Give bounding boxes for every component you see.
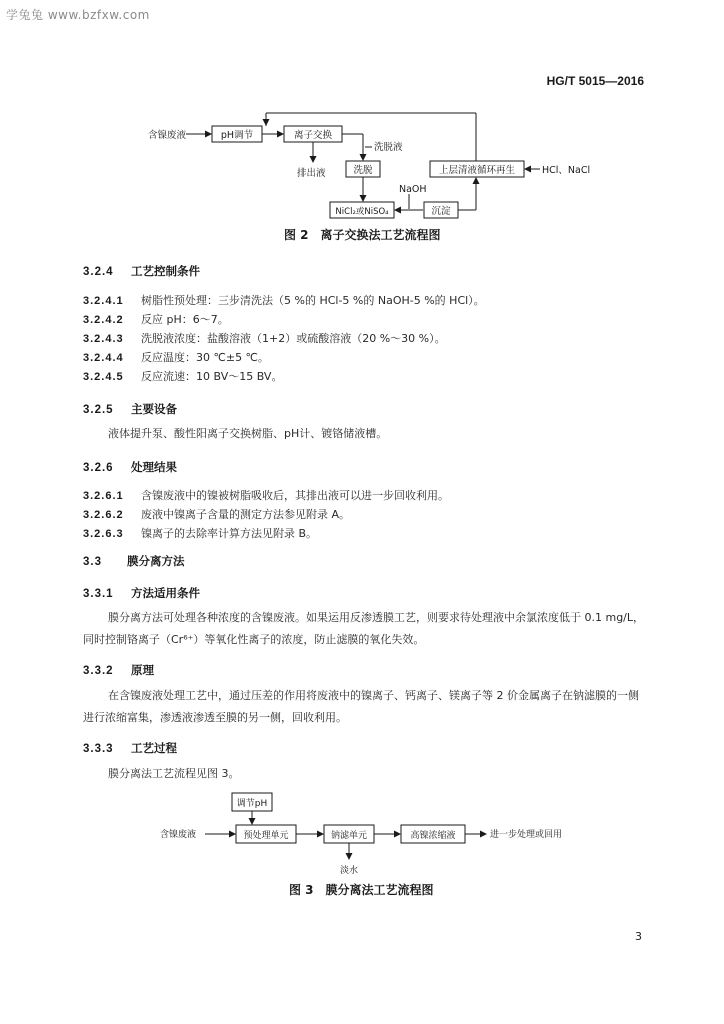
section-number: 3.3	[83, 556, 102, 568]
section-3-2-5-heading	[83, 401, 177, 417]
fig2-reagents-label: HCl、NaCl	[542, 165, 591, 176]
figure-2-caption: 图 2 离子交换法工艺流程图	[284, 228, 441, 242]
fig2-regeneration-label: 上层清液循环再生	[438, 165, 516, 176]
clause-3-2-4-2	[83, 311, 229, 327]
clause-text: 含镍废液中的镍被树脂吸收后，其排出液可以进一步回收利用。	[141, 489, 449, 502]
clause-text: 镍离子的去除率计算方法见附录 B。	[141, 527, 318, 540]
section-3-3-2-text: 在含镍废液处理工艺中，通过压差的作用将废液中的镍离子、钙离子、镁离子等 2 价金属离子在钠滤膜的一侧进行浓缩富集，渗透液渗透至膜的另一侧，回收利用。	[83, 689, 639, 724]
section-title: 处理结果	[131, 460, 177, 474]
clause-text: 洗脱液浓度：盐酸溶液（1+2）或硫酸溶液（20 %～30 %）。	[141, 332, 446, 345]
section-3-3-heading	[83, 553, 185, 569]
fig2-ion-exchange-label: 离子交换	[293, 130, 333, 141]
fig2-ph-adjust-label: pH调节	[220, 130, 254, 141]
fig2-elution-label: 洗脱	[353, 165, 373, 176]
clause-3-2-4-3	[83, 330, 446, 346]
fig2-eluent-label: 洗脱液	[374, 142, 403, 153]
fig2-precipitation-label: 沉淀	[431, 206, 451, 217]
page-number: 3	[635, 930, 642, 943]
clause-text: 树脂性预处理：三步清洗法（5 %的 HCl-5 %的 NaOH-5 %的 HCl）。	[141, 294, 485, 307]
section-number: 3.2.5	[83, 404, 114, 416]
clause-3-2-4-4	[83, 349, 269, 365]
fig3-concentrate-label: 高镍浓缩液	[410, 831, 456, 841]
fig3-ro-unit-label: 钠滤单元	[330, 831, 368, 841]
fig3-input-label: 含镍废液	[160, 830, 197, 840]
standard-code: HG/T 5015—2016	[546, 74, 644, 88]
section-title: 工艺控制条件	[131, 264, 200, 278]
section-title: 主要设备	[131, 402, 177, 416]
clause-number: 3.2.4.1	[83, 295, 124, 307]
section-3-2-5-text: 液体提升泵、酸性阳离子交换树脂、pH计、镀铬储液槽。	[108, 427, 388, 440]
section-title: 原理	[131, 663, 154, 677]
fig3-output-label: 进一步处理或回用	[490, 830, 563, 840]
clause-number: 3.2.6.3	[83, 528, 124, 540]
section-title: 工艺过程	[131, 741, 177, 755]
fig2-naoh-label: NaOH	[399, 184, 427, 195]
section-3-3-3-text: 膜分离法工艺流程见图 3。	[108, 767, 240, 780]
clause-3-2-6-3	[83, 525, 317, 541]
section-number: 3.3.1	[83, 588, 114, 600]
section-3-2-6-heading	[83, 459, 177, 475]
fig3-pretreat-label: 预处理单元	[243, 831, 289, 841]
section-3-3-1-text: 膜分离方法可处理各种浓度的含镍废液。如果运用反渗透膜工艺，则要求待处理液中余氯浓度低于 0.1 mg/L，同时控制铬离子（Cr⁶⁺）等氧化性离子的浓度，防止滤膜的氧化失效。	[83, 611, 645, 646]
clause-number: 3.2.6.1	[83, 490, 124, 502]
section-3-3-3-heading	[83, 740, 177, 756]
figure-3-diagram	[0, 785, 724, 880]
section-number: 3.2.4	[83, 266, 114, 278]
fig2-nickel-product-label: NiCl₂或NiSO₄	[335, 207, 389, 217]
clause-text: 废液中镍离子含量的测定方法参见附录 A。	[141, 508, 351, 521]
clause-3-2-6-2	[83, 506, 350, 522]
clause-number: 3.2.4.2	[83, 314, 124, 326]
clause-number: 3.2.6.2	[83, 509, 124, 521]
section-title: 方法适用条件	[131, 586, 200, 600]
clause-text: 反应 pH：6～7。	[141, 313, 229, 326]
clause-3-2-4-5	[83, 368, 282, 384]
section-title: 膜分离方法	[127, 554, 185, 568]
watermark: 学兔兔 www.bzfxw.com	[6, 8, 150, 22]
section-3-2-4-heading	[83, 263, 200, 279]
section-number: 3.2.6	[83, 462, 114, 474]
figure-3-caption: 图 3 膜分离法工艺流程图	[289, 883, 434, 897]
fig2-effluent-label: 排出液	[297, 168, 326, 179]
clause-number: 3.2.4.5	[83, 371, 124, 383]
section-3-3-1-heading	[83, 585, 200, 601]
section-3-3-2-heading	[83, 662, 154, 678]
clause-3-2-6-1	[83, 487, 449, 503]
section-number: 3.3.3	[83, 743, 114, 755]
figure-2-diagram	[0, 0, 724, 240]
clause-text: 反应流速：10 BV～15 BV。	[141, 370, 283, 383]
clause-number: 3.2.4.3	[83, 333, 124, 345]
fig3-ph-adjust-label: 调节pH	[236, 799, 268, 809]
clause-text: 反应温度：30 ℃±5 ℃。	[141, 351, 269, 364]
clause-number: 3.2.4.4	[83, 352, 124, 364]
fig3-fresh-water-label: 淡水	[339, 866, 359, 876]
clause-3-2-4-1	[83, 292, 485, 308]
fig2-input-label: 含镍废液	[148, 130, 187, 141]
section-number: 3.3.2	[83, 665, 114, 677]
